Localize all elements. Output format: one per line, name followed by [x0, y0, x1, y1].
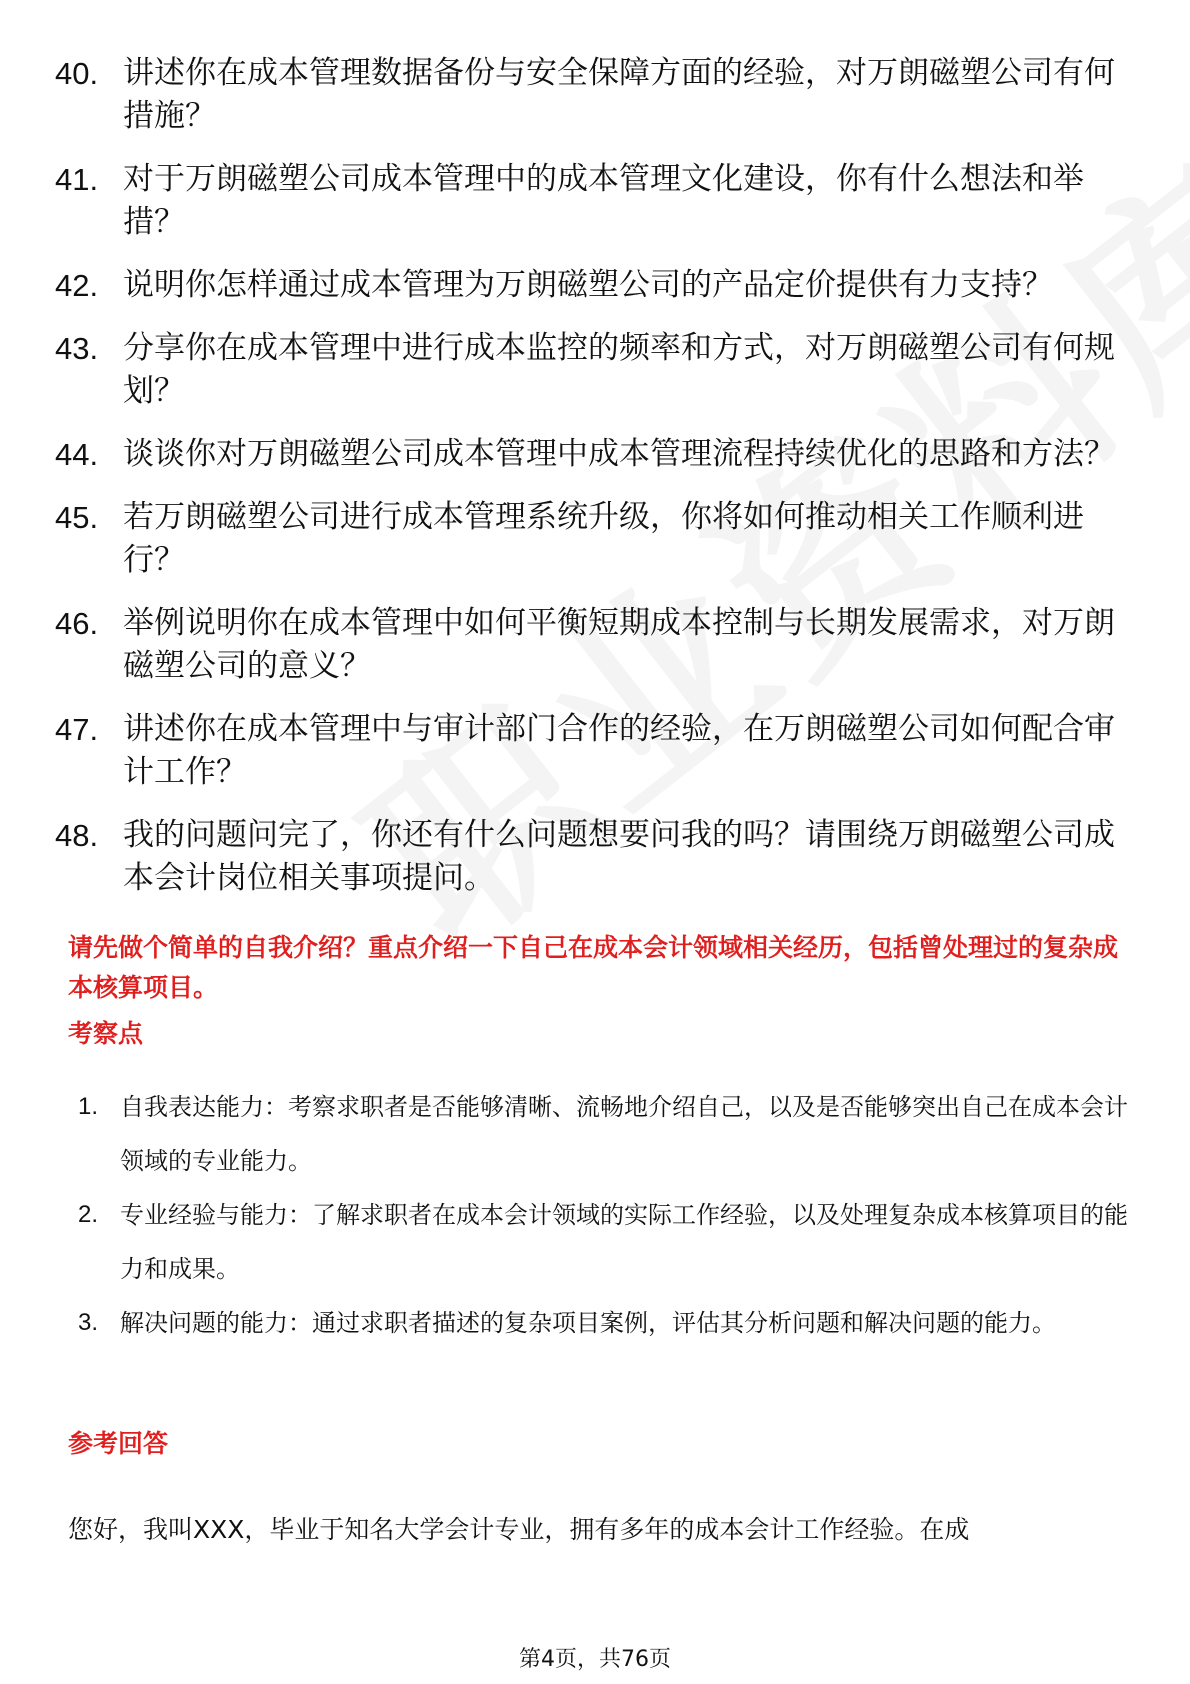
- answer-text: 您好，我叫XXX，毕业于知名大学会计专业，拥有多年的成本会计工作经验。在成: [68, 1515, 970, 1544]
- question-item: [55, 264, 1135, 307]
- question-number: 40.: [55, 56, 99, 91]
- question-number: 48.: [55, 818, 99, 853]
- exam-point-item: [78, 1080, 1128, 1188]
- question-list: [55, 52, 1135, 920]
- exam-point-item: [78, 1188, 1128, 1296]
- question-item: [55, 158, 1135, 244]
- question-item: [55, 814, 1135, 900]
- question-item: [55, 708, 1135, 794]
- question-text: 举例说明你在成本管理中如何平衡短期成本控制与长期发展需求，对万朗磁塑公司的意义？: [123, 605, 1115, 684]
- question-number: 42.: [55, 268, 99, 303]
- exam-point-item: [78, 1296, 1128, 1350]
- exam-point-text: 自我表达能力：考察求职者是否能够清晰、流畅地介绍自己，以及是否能够突出自己在成本会计领域的专业能力。: [120, 1093, 1128, 1175]
- question-number: 46.: [55, 606, 99, 641]
- question-number: 47.: [55, 712, 99, 747]
- question-text: 若万朗磁塑公司进行成本管理系统升级，你将如何推动相关工作顺利进行？: [123, 499, 1084, 578]
- highlight-question: 请先做个简单的自我介绍？重点介绍一下自己在成本会计领域相关经历，包括曾处理过的复杂成本核算项目。: [68, 933, 1119, 1002]
- exam-point-number: 2.: [78, 1201, 99, 1228]
- question-number: 44.: [55, 437, 99, 472]
- question-item: [55, 602, 1135, 688]
- exam-point-number: 3.: [78, 1309, 99, 1336]
- question-text: 谈谈你对万朗磁塑公司成本管理中成本管理流程持续优化的思路和方法？: [123, 436, 1115, 472]
- exam-points-list: [78, 1080, 1128, 1350]
- exam-point-text: 解决问题的能力：通过求职者描述的复杂项目案例，评估其分析问题和解决问题的能力。: [120, 1309, 1056, 1337]
- question-text: 对于万朗磁塑公司成本管理中的成本管理文化建设，你有什么想法和举措？: [123, 161, 1084, 240]
- question-text: 讲述你在成本管理中与审计部门合作的经验，在万朗磁塑公司如何配合审计工作？: [123, 711, 1115, 790]
- question-number: 43.: [55, 331, 99, 366]
- page-footer: 第4页，共76页: [0, 1642, 1190, 1673]
- exam-point-number: 1.: [78, 1093, 99, 1120]
- question-item: [55, 327, 1135, 413]
- question-item: [55, 52, 1135, 138]
- reference-answer-title: 参考回答: [68, 1429, 169, 1458]
- exam-points-title: 考察点: [68, 1019, 144, 1048]
- question-item: [55, 496, 1135, 582]
- question-text: 讲述你在成本管理数据备份与安全保障方面的经验，对万朗磁塑公司有何措施？: [123, 55, 1115, 134]
- question-text: 分享你在成本管理中进行成本监控的频率和方式，对万朗磁塑公司有何规划？: [123, 330, 1115, 409]
- question-number: 45.: [55, 500, 99, 535]
- question-item: [55, 433, 1135, 476]
- question-text: 说明你怎样通过成本管理为万朗磁塑公司的产品定价提供有力支持？: [123, 267, 1053, 303]
- exam-point-text: 专业经验与能力：了解求职者在成本会计领域的实际工作经验，以及处理复杂成本核算项目的能力和成果。: [120, 1201, 1128, 1283]
- question-text: 我的问题问完了，你还有什么问题想要问我的吗？请围绕万朗磁塑公司成本会计岗位相关事项提问。: [123, 817, 1115, 896]
- question-number: 41.: [55, 162, 99, 197]
